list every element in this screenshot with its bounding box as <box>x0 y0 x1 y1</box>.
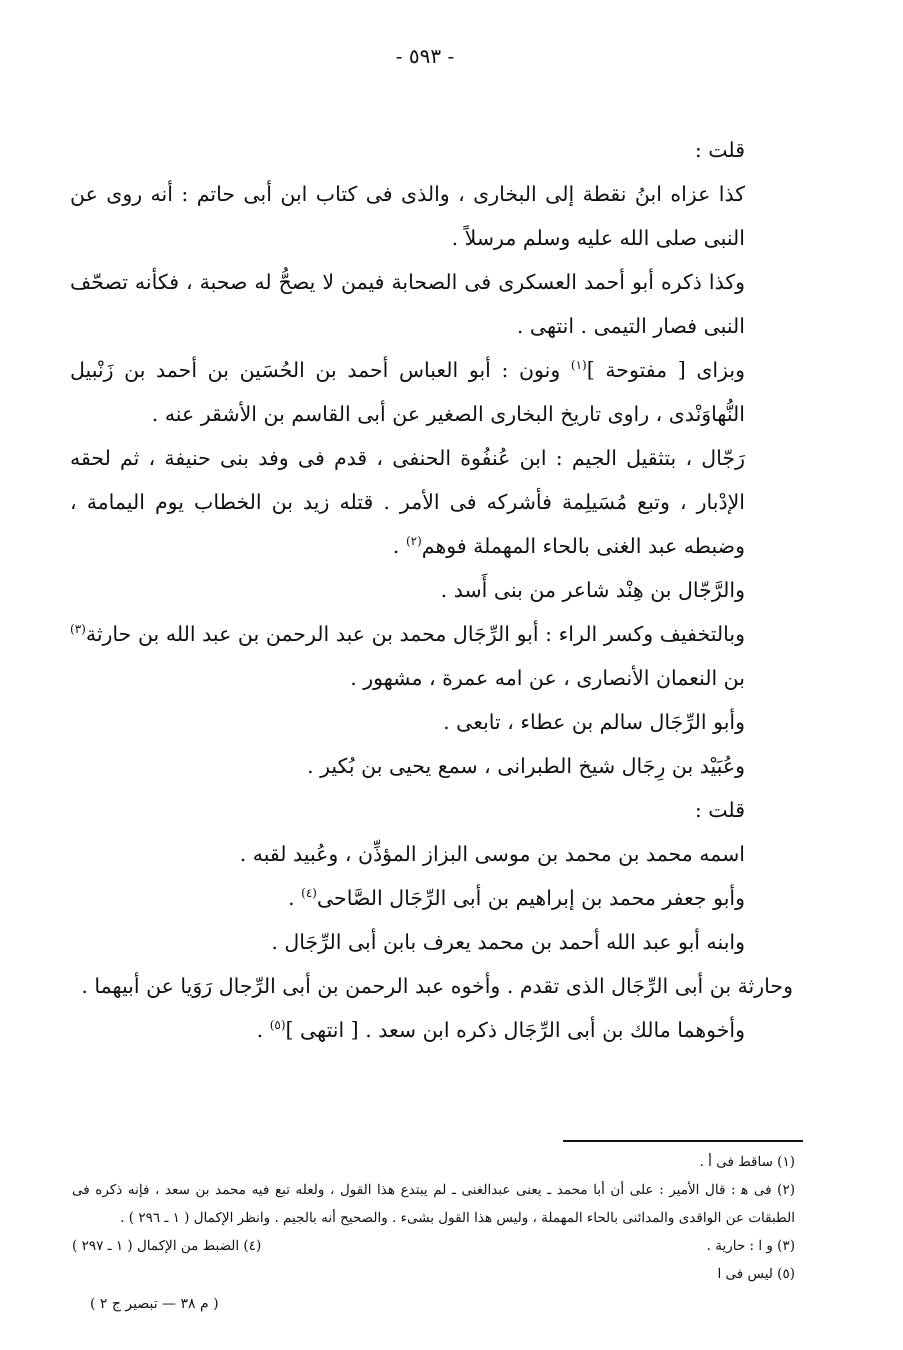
footnote-4: (٤) الضبط من الإكمال ( ١ ـ ٢٩٧ ) <box>72 1238 262 1254</box>
paragraph-ismuhu: اسمه محمد بن محمد بن موسى البزاز المؤذِّن ، وعُبيد لقبه . <box>239 842 745 866</box>
footnote-2: (٢) فى ﻫ : قال الأمير : على أن أبا محمد ـ يعنى عبدالغنى ـ لم يبتدع هذا القول ، ولعله تبع فيه محمد بن سعد ، فإنه ذكره فى الطبقات عن الواقدى والمدائنى بالحاء المهملة ، وليس هذا القول بشىء . والصحيح أنه بالجيم . وانظر الإكمال ( ١ ـ ٢٩٦ ) . <box>72 1182 796 1226</box>
footnotes <box>72 1148 795 1288</box>
footnote-mark-4: (٤) <box>301 886 317 901</box>
paragraph-qult-2: قلت : <box>694 798 745 822</box>
paragraph-abu-rijal-muhammad <box>70 612 793 700</box>
paragraph-abu-rijal-start: وبالتخفيف وكسر الراء : أبو الرِّجَال محمد بن عبد الرحمن بن عبد الله بن حارثة <box>85 622 745 646</box>
paragraph-qult-1: قلت : <box>694 138 745 162</box>
paragraph-haritha: وحارثة بن أبى الرِّجَال الذى تقدم . وأخوه عبد الرحمن بن أبى الرِّجال رَوَيا عن أبيهما . <box>81 974 793 998</box>
paragraph-ibnuhu: وابنه أبو عبد الله أحمد بن محمد يعرف بابن أبى الرِّجَال . <box>271 930 745 954</box>
paragraph-abu-jafar: وأبو جعفر محمد بن إبراهيم بن أبى الرِّجَال الصَّاحى$^{(٤)}$ . <box>288 886 745 910</box>
paragraph-rajjal-text: رَجّال ، بتثقيل الجيم : ابن عُنفُوة الحنفى ، قدم فى وفد بنى حنيفة ، ثم لحقه الإدْبار ، وتبع مُسَيلِمة فأشركه فى الأمر . قتله زيد بن الخطاب يوم اليمامة ، وضبطه عبد الغنى بالحاء المهملة فوهم <box>70 446 745 558</box>
paragraph-malik-text: وأخوهما مالك بن أبى الرِّجَال ذكره ابن سعد . [ انتهى ] <box>285 1018 745 1042</box>
paragraph-zanbil-rest: ونون : أبو العباس أحمد بن الحُسَين بن أحمد بن زَنْبيل النُّهاوَنْدى ، راوى تاريخ البخارى الصغير عن أبى القاسم بن الأشقر عنه . <box>70 358 745 426</box>
footnote-3: (٣) و ا : حارية . <box>706 1238 795 1254</box>
paragraph-abu-jafar-text: وأبو جعفر محمد بن إبراهيم بن أبى الرِّجَال الصَّاحى <box>316 886 745 910</box>
footnote-mark-3: (٣) <box>70 622 86 637</box>
paragraph-abu-rijal-rest: بن النعمان الأنصارى ، عن امه عمرة ، مشهور . <box>350 666 745 690</box>
paragraph-ubayd: وعُبَيْد بن رِجَال شيخ الطبرانى ، سمع يحيى بن بُكير . <box>307 754 745 778</box>
main-text <box>70 128 793 1052</box>
footnote-mark-5: (٥) <box>269 1018 286 1033</box>
paragraph-zanbil <box>70 348 793 436</box>
footnote-mark-1: (١) <box>570 358 587 373</box>
footnote-5: (٥) ليس فى ا <box>717 1266 795 1282</box>
footnote-row-3-4 <box>72 1232 795 1260</box>
page-number: - ٥٩٣ - <box>395 44 455 68</box>
paragraph-ibn-nuqta: كذا عزاه ابنُ نقطة إلى البخارى ، والذى فى كتاب ابن أبى حاتم : أنه روى عن النبى صلى الله عليه وسلم مرسلاً . <box>70 182 745 250</box>
footnote-1: (١) ساقط فى أ . <box>699 1154 795 1170</box>
paragraph-askari: وكذا ذكره أبو أحمد العسكرى فى الصحابة فيمن لا يصحُّ له صحبة ، فكأنه تصحّف النبى فصار التيمى . انتهى . <box>70 270 745 338</box>
footnote-mark-2: (٢) <box>405 534 422 549</box>
printer-signature: ( م ٣٨ — تبصير ج ٢ ) <box>90 1296 219 1312</box>
paragraph-zanbil-start: وبزاى [ مفتوحة ] <box>586 358 745 382</box>
paragraph-rajjal: رَجّال ، بتثقيل الجيم : ابن عُنفُوة الحنفى ، قدم فى وفد بنى حنيفة ، ثم لحقه الإدْبار ، وتبع مُسَيلِمة فأشركه فى الأمر . قتله زيد بن الخطاب يوم اليمامة ، وضبطه عبد الغنى بالحاء المهملة فوهم$^{(٢)}$ . <box>70 446 745 558</box>
footnote-divider <box>563 1140 803 1142</box>
paragraph-hind: والرَّجّال بن هِنْد شاعر من بنى أَسد . <box>440 578 745 602</box>
paragraph-salim: وأبو الرِّجَال سالم بن عطاء ، تابعى . <box>443 710 745 734</box>
paragraph-malik: وأخوهما مالك بن أبى الرِّجَال ذكره ابن سعد . [ انتهى ]$^{(٥)}$ . <box>256 1018 745 1042</box>
